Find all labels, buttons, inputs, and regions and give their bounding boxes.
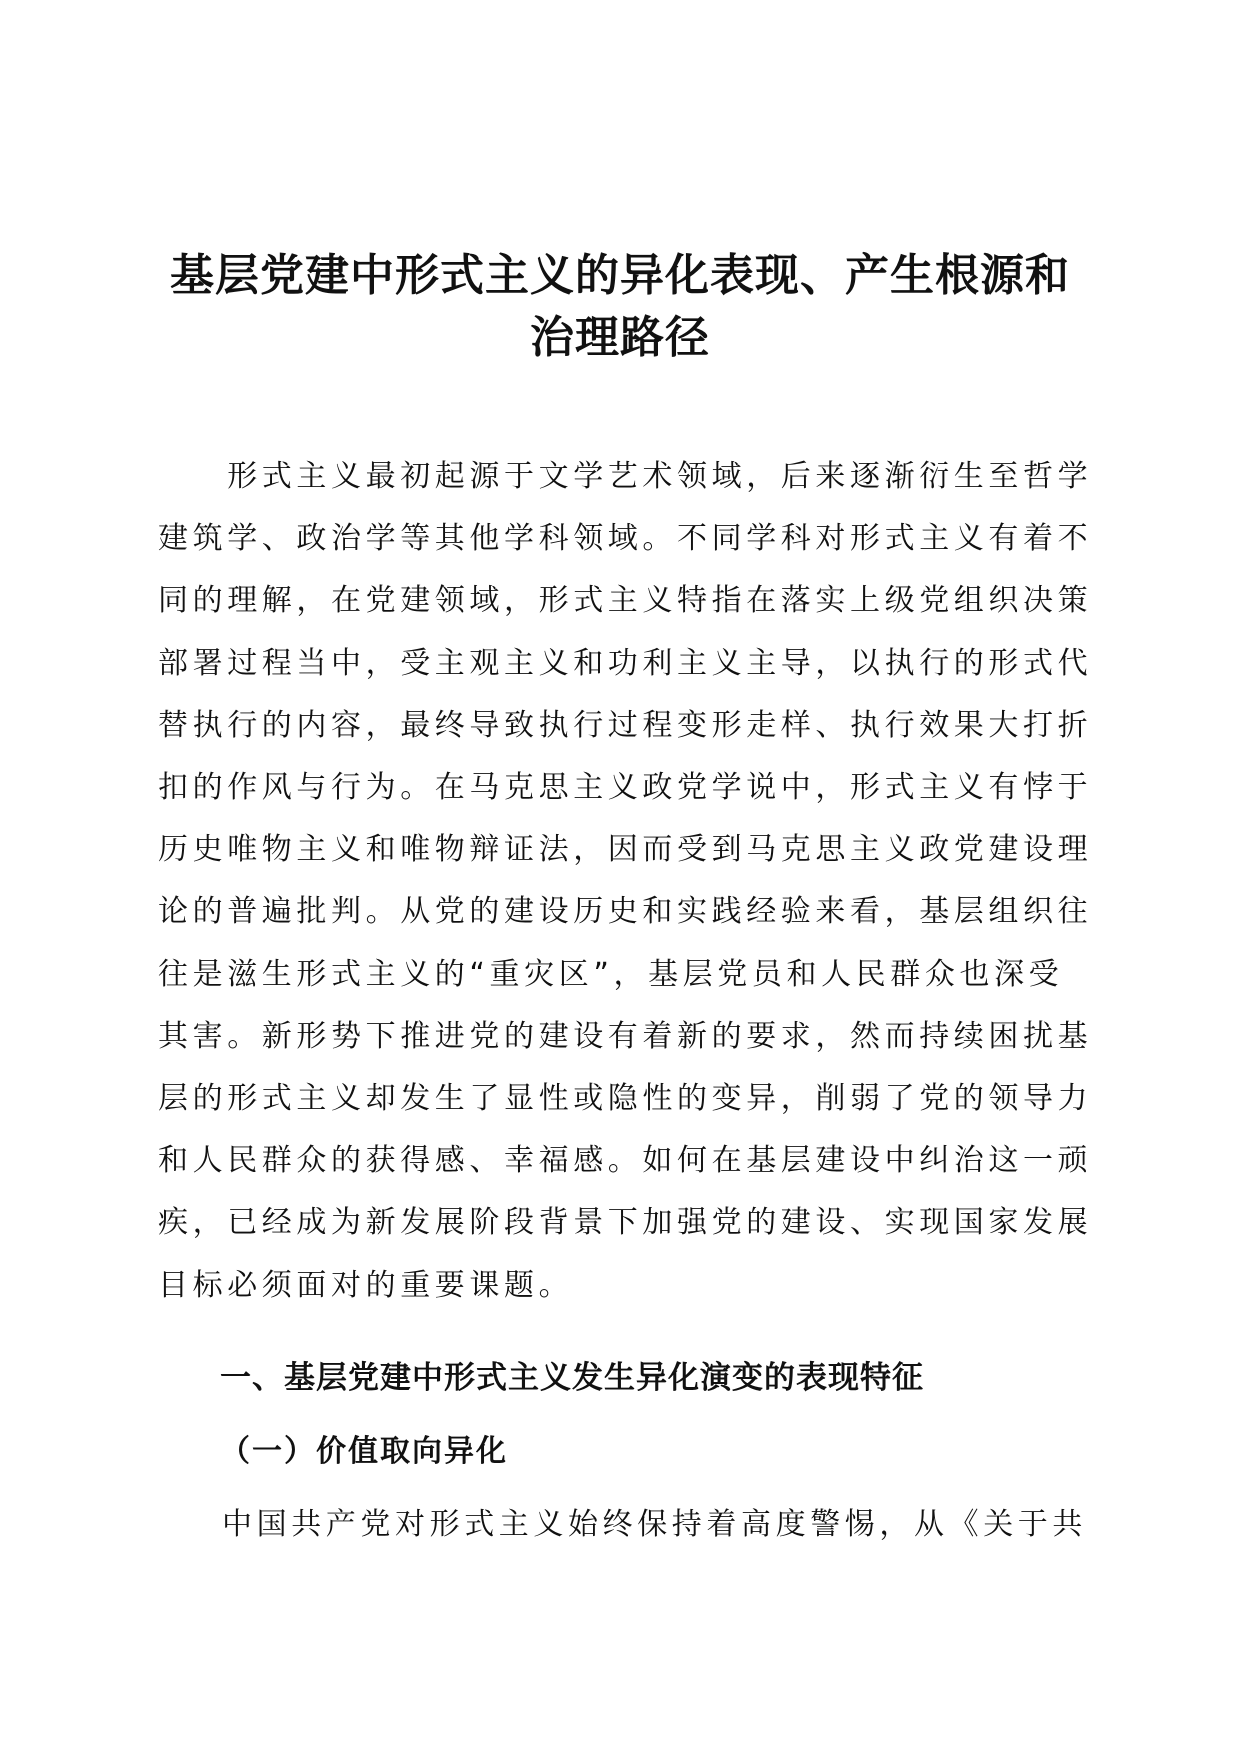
section-heading: 一、基层党建中形式主义发生异化演变的表现特征 (220, 1360, 924, 1396)
paragraph-line: 形式主义最初起源于文学艺术领域，后来逐渐衍生至哲学 (158, 459, 1093, 494)
intro-paragraph (158, 446, 1093, 1317)
next-paragraph: 中国共产党对形式主义始终保持着高度警惕，从《关于共 (222, 1507, 1087, 1542)
paragraph-line: 部署过程当中，受主观主义和功利主义主导，以执行的形式代 (158, 645, 1093, 681)
paragraph-line: 和人民群众的获得感、幸福感。如何在基层建设中纠治这一顽 (158, 1143, 1093, 1179)
paragraph-line: 同的理解，在党建领域，形式主义特指在落实上级党组织决策 (158, 583, 1093, 619)
paragraph-line: 历史唯物主义和唯物辩证法，因而受到马克思主义政党建设理 (158, 832, 1093, 868)
paragraph-line: 建筑学、政治学等其他学科领域。不同学科对形式主义有着不 (158, 521, 1093, 557)
title-line: 基层党建中形式主义的异化表现、产生根源和 (170, 250, 1070, 301)
paragraph-line: 目标必须面对的重要课题。 (158, 1267, 574, 1303)
paragraph-line: 扣的作风与行为。在马克思主义政党学说中，形式主义有悖于 (158, 770, 1093, 806)
paragraph-line: 替执行的内容，最终导致执行过程变形走样、执行效果大打折 (158, 707, 1093, 743)
paragraph-line: 层的形式主义却发生了显性或隐性的变异，削弱了党的领导力 (158, 1081, 1093, 1117)
paragraph-line: 其害。新形势下推进党的建设有着新的要求，然而持续困扰基 (158, 1018, 1093, 1054)
subsection-heading: （一）价值取向异化 (220, 1434, 508, 1469)
paragraph-line: 论的普遍批判。从党的建设历史和实践经验来看，基层组织往 (158, 894, 1093, 930)
paragraph-line: 疾，已经成为新发展阶段背景下加强党的建设、实现国家发展 (158, 1205, 1093, 1241)
paragraph-line: 往是滋生形式主义的“重灾区”，基层党员和人民群众也深受 (158, 956, 1064, 992)
title-line: 治理路径 (530, 312, 710, 363)
document-title (150, 245, 1090, 369)
